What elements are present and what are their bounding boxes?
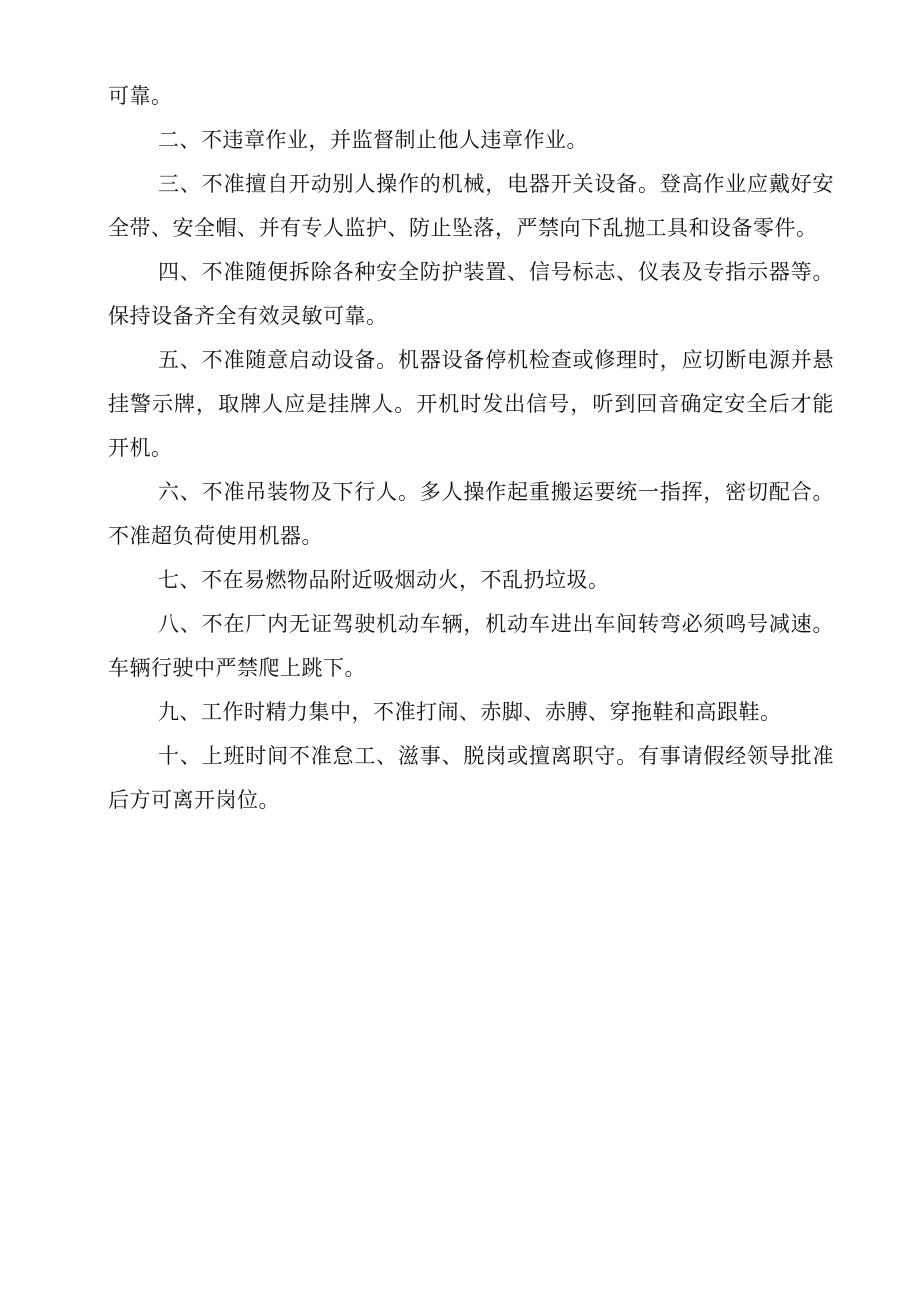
document-body	[108, 74, 834, 822]
paragraph-rule-5: 五、不准随意启动设备。机器设备停机检查或修理时，应切断电源并悬挂警示牌，取牌人应是挂牌人。开机时发出信号，听到回音确定安全后才能开机。	[108, 348, 834, 460]
paragraph-continuation: 可靠。	[108, 84, 173, 108]
paragraph-rule-10: 十、上班时间不准怠工、滋事、脱岗或擅离职守。有事请假经领导批准后方可离开岗位。	[108, 744, 834, 812]
paragraph-rule-2: 二、不违章作业，并监督制止他人违章作业。	[158, 128, 588, 152]
paragraph-rule-6: 六、不准吊装物及下行人。多人操作起重搬运要统一指挥，密切配合。不准超负荷使用机器。	[108, 480, 834, 548]
paragraph-rule-4: 四、不准随便拆除各种安全防护装置、信号标志、仪表及专指示器等。保持设备齐全有效灵敏可靠。	[108, 260, 834, 328]
paragraph-rule-9: 九、工作时精力集中，不准打闹、赤脚、赤膊、穿拖鞋和高跟鞋。	[158, 700, 782, 724]
paragraph-rule-7: 七、不在易燃物品附近吸烟动火，不乱扔垃圾。	[158, 568, 610, 592]
paragraph-rule-8: 八、不在厂内无证驾驶机动车辆，机动车进出车间转弯必须鸣号减速。车辆行驶中严禁爬上跳下。	[108, 612, 834, 680]
paragraph-rule-3: 三、不准擅自开动别人操作的机械，电器开关设备。登高作业应戴好安全带、安全帽、并有专人监护、防止坠落，严禁向下乱抛工具和设备零件。	[108, 172, 834, 240]
